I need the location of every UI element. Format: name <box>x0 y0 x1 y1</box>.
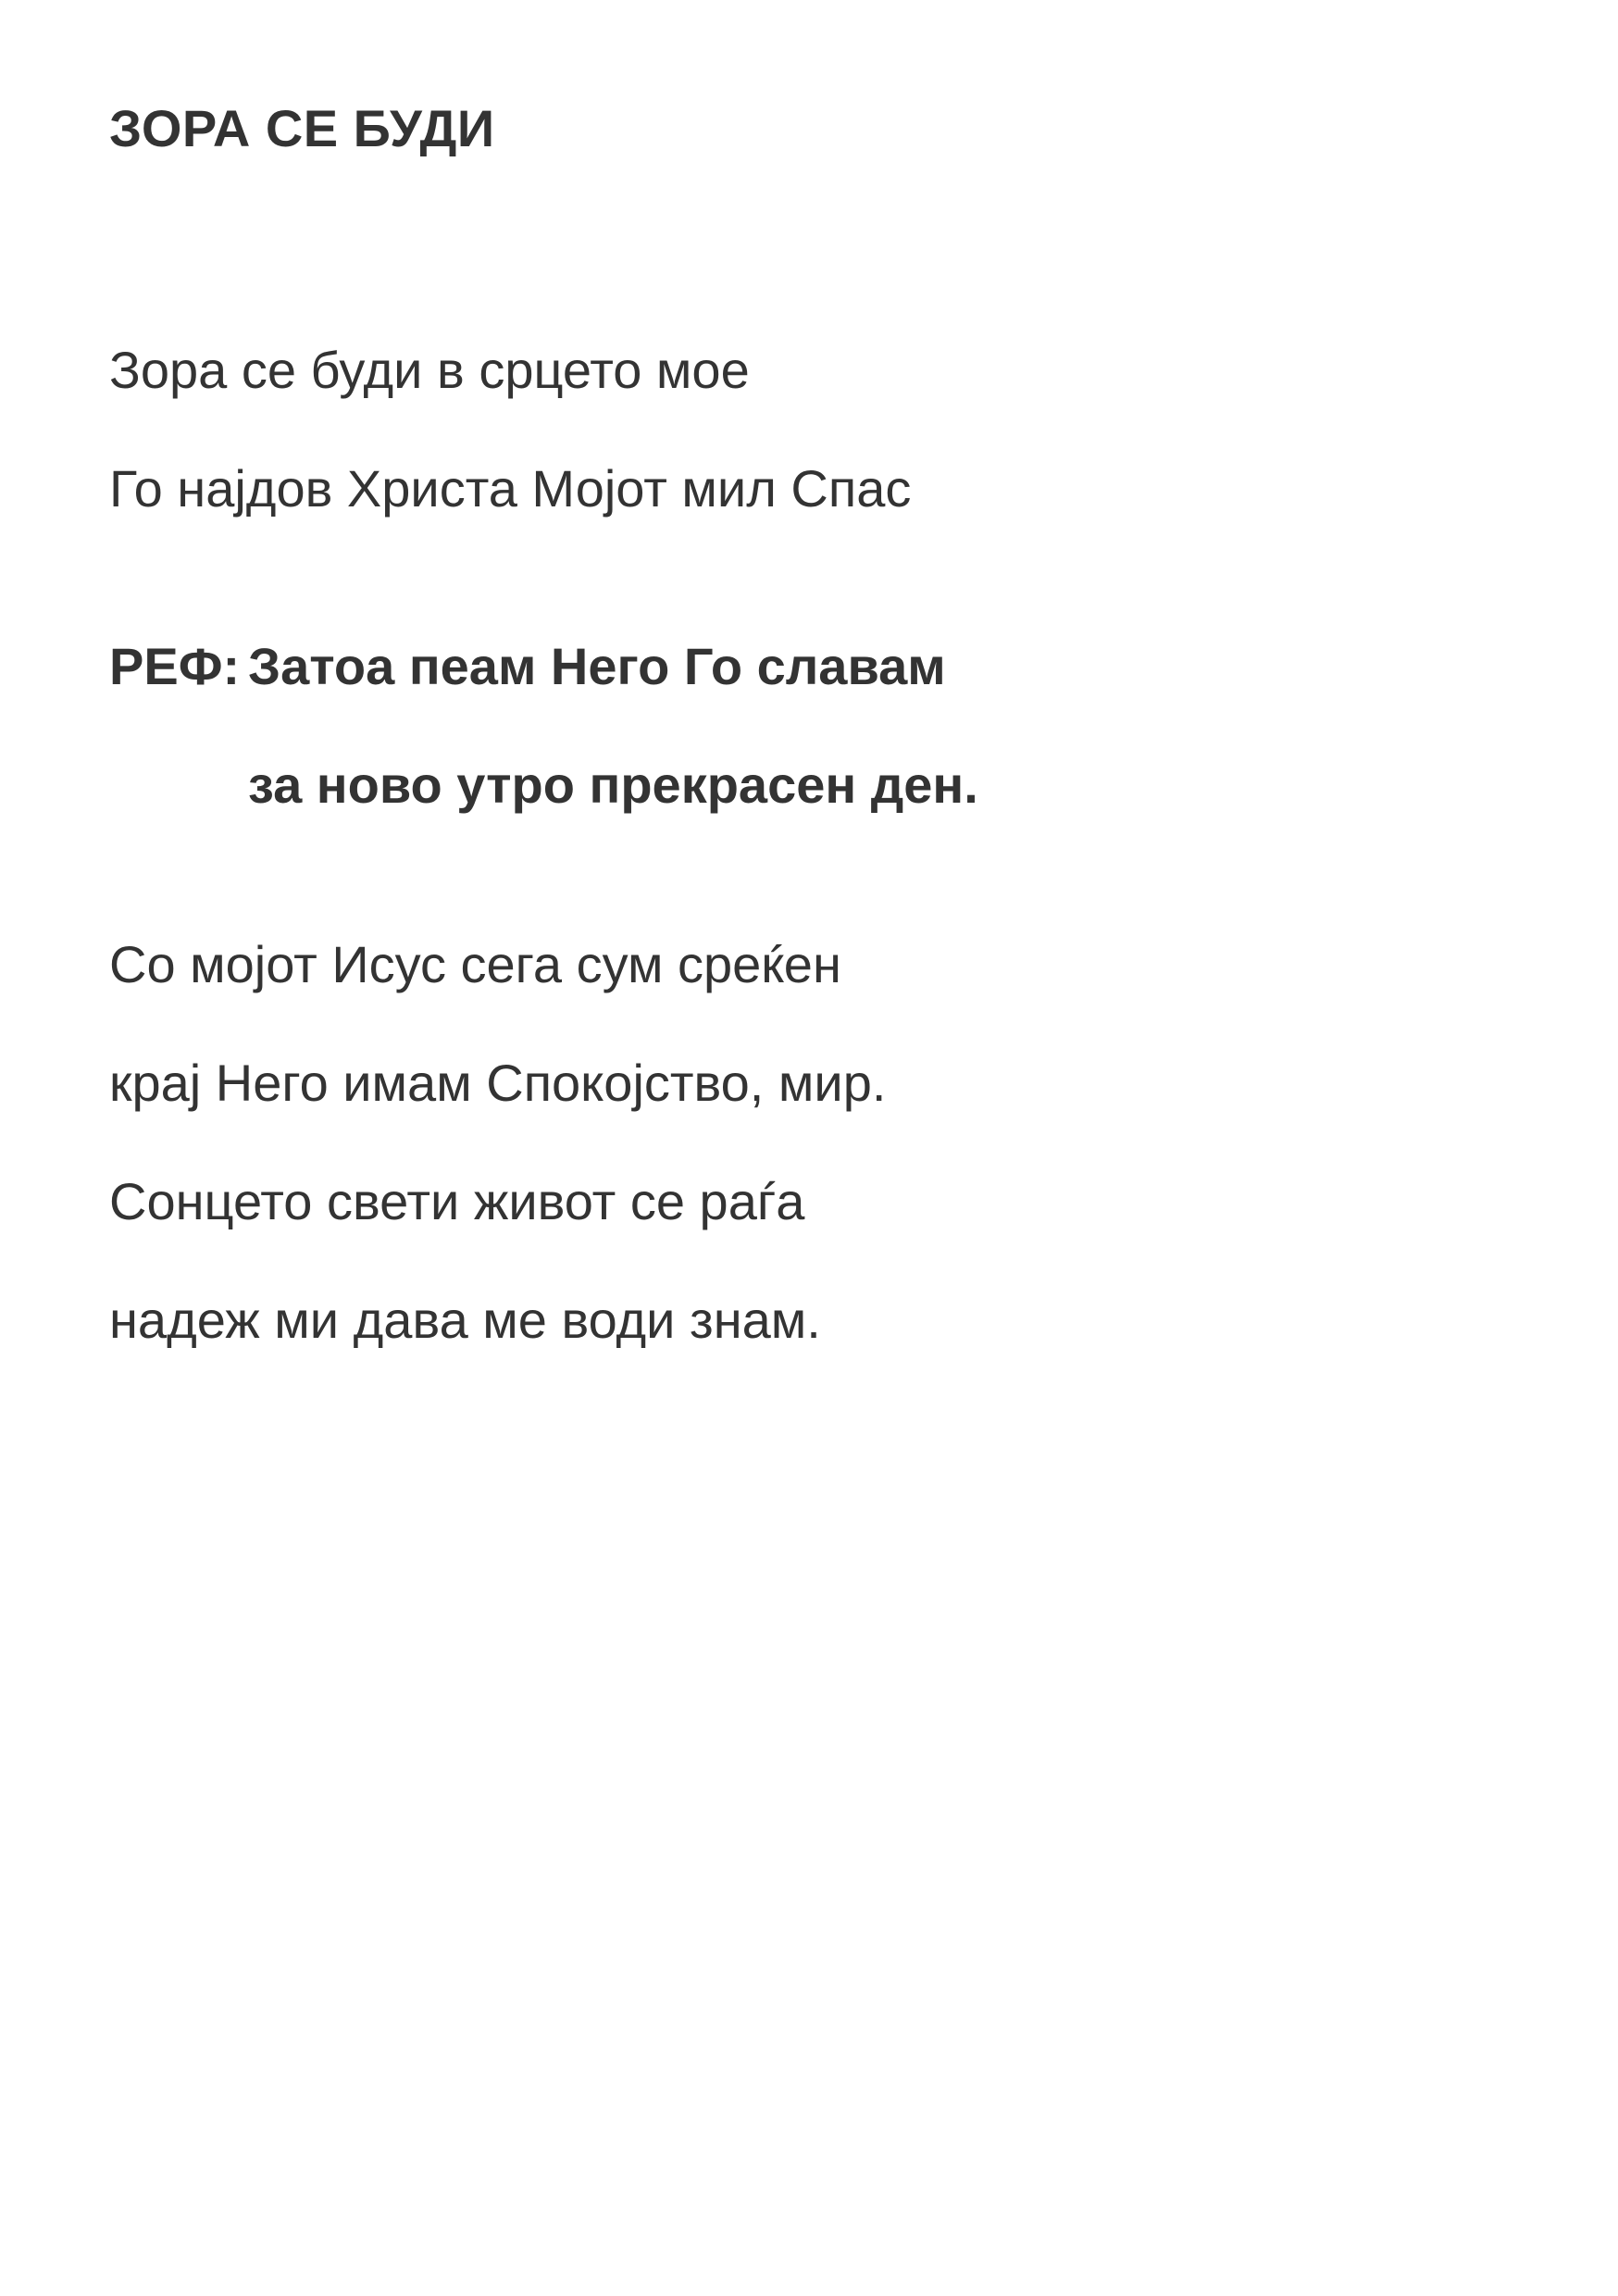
refrain-text-1: Затоа пеам Него Го славам <box>248 637 946 695</box>
verse-1-line-1: Зора се буди в срцето мое <box>109 341 750 399</box>
refrain-line-1 <box>109 637 946 695</box>
verse-2-line-3: Сонцето свети живот се раѓа <box>109 1172 805 1230</box>
verse-2-line-2: крај Него имам Спокојство, мир. <box>109 1054 887 1112</box>
refrain-line-2: за ново утро прекрасен ден. <box>248 755 978 814</box>
verse-1-line-2: Го најдов Христа Мојот мил Спас <box>109 459 912 518</box>
verse-2-line-4: надеж ми дава ме води знам. <box>109 1291 821 1349</box>
refrain-label: РЕФ: <box>109 637 241 695</box>
verse-2-line-1: Со мојот Исус сега сум среќен <box>109 935 841 993</box>
song-title: ЗОРА СЕ БУДИ <box>109 99 495 157</box>
